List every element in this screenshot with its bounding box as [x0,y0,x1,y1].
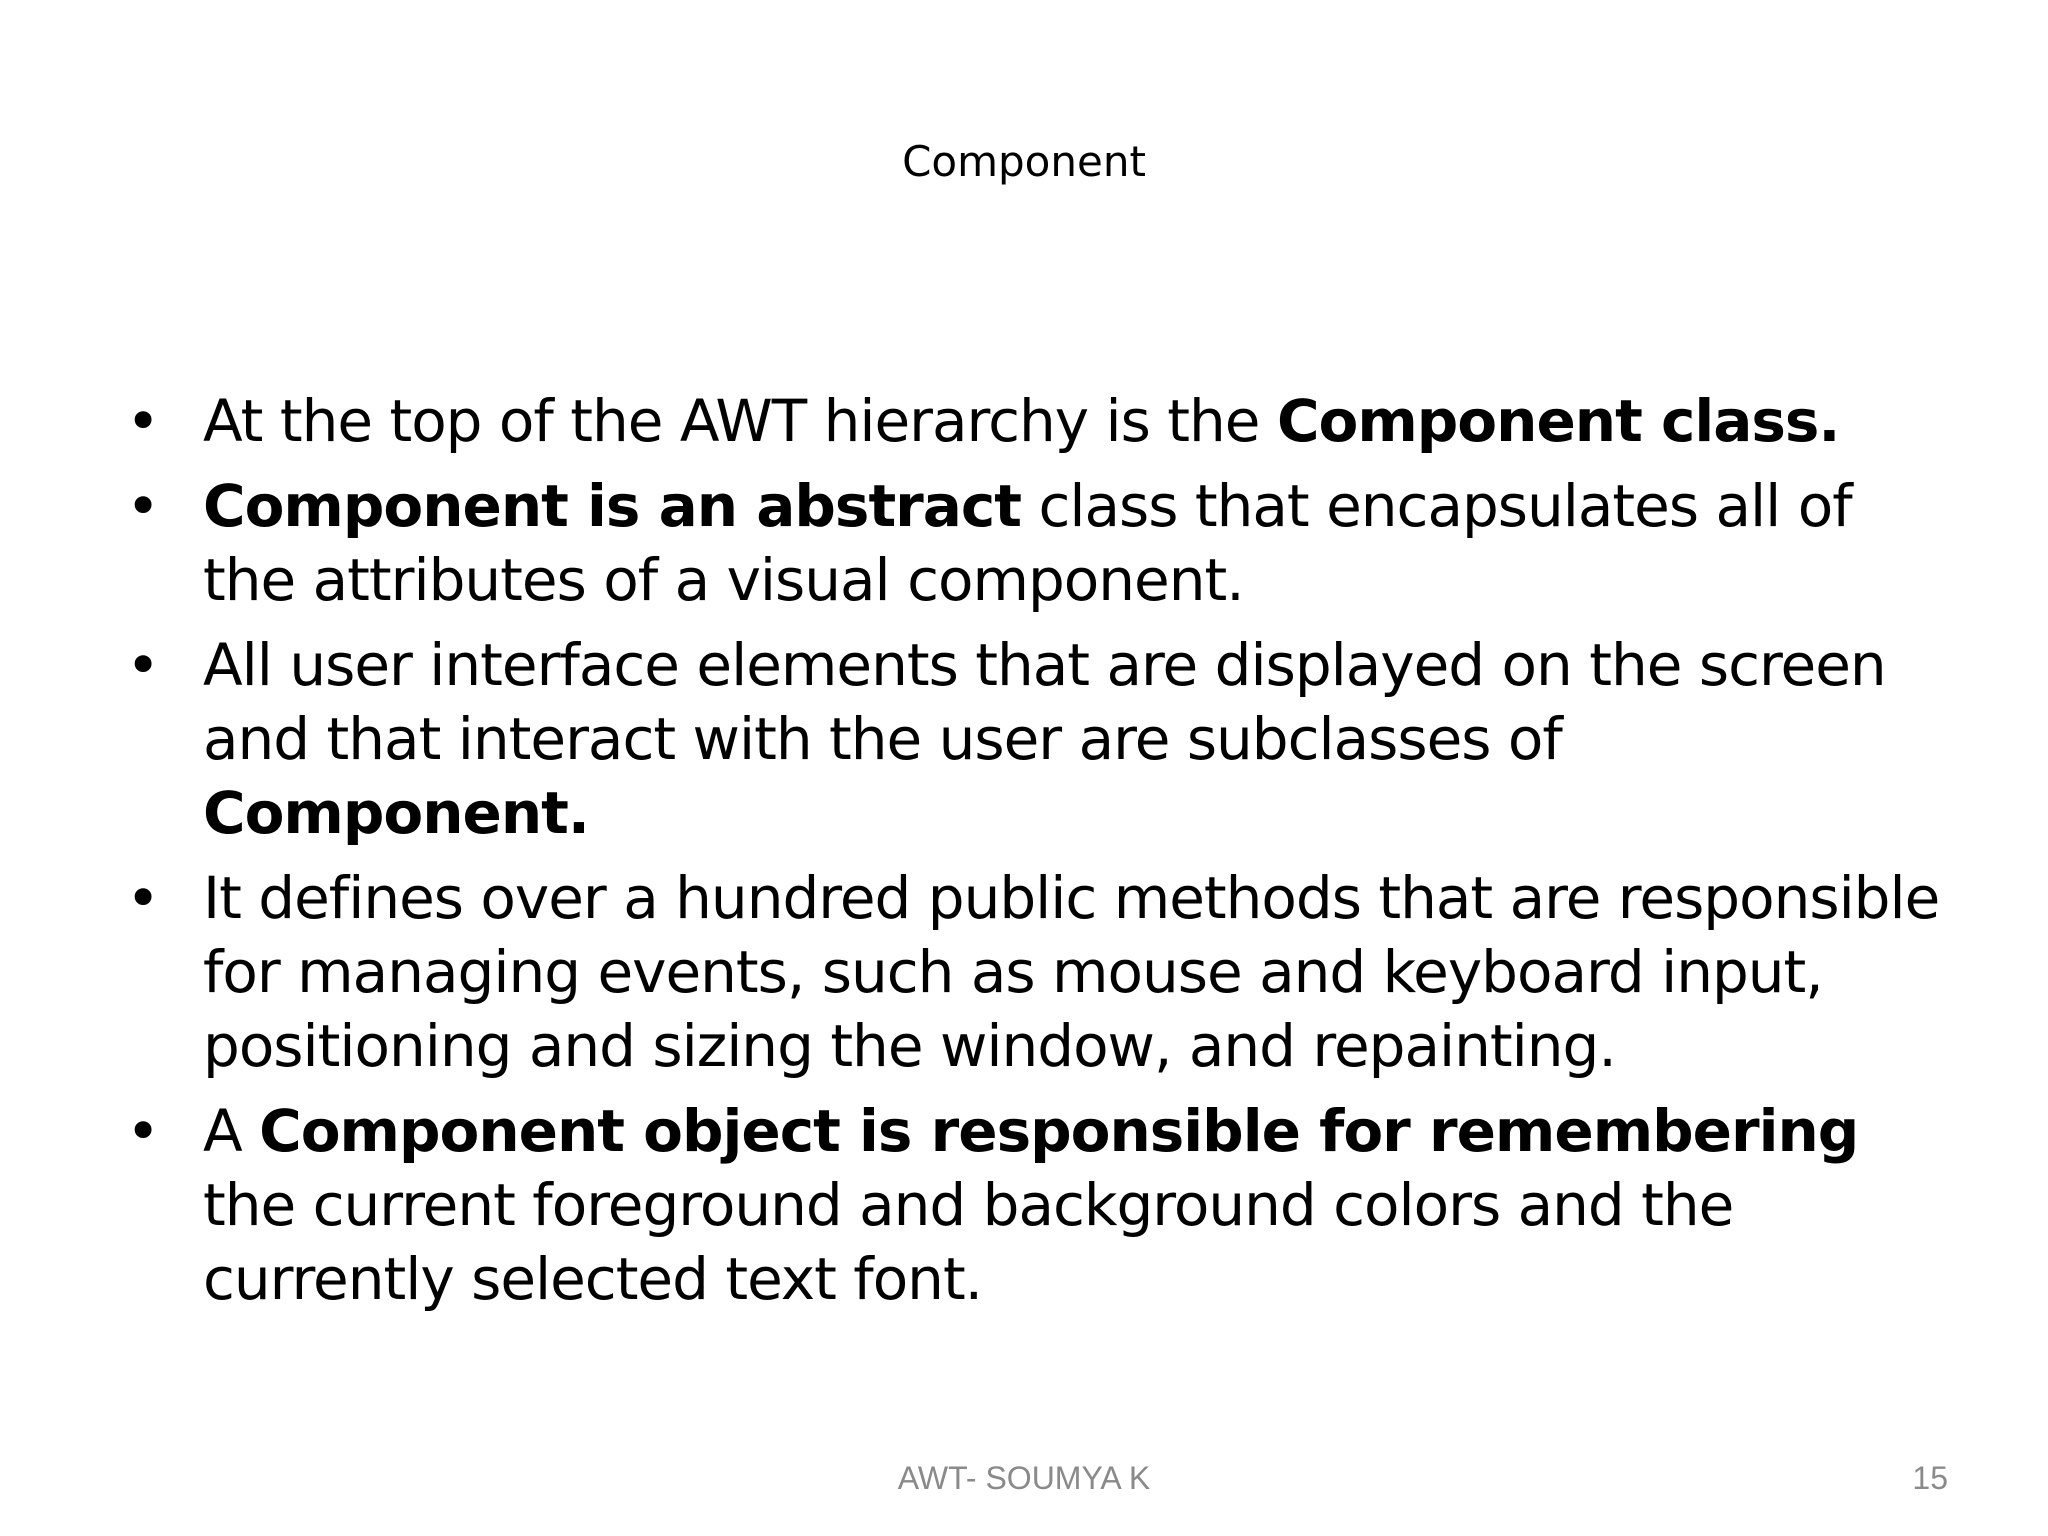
text-segment: All user interface elements that are displayed on the screen and that interact with the user are subclasses of [203,631,1886,773]
footer-text: AWT- SOUMYA K [897,1460,1151,1496]
bullet-icon: • [126,472,160,540]
bullet-item [118,861,1948,1083]
bullet-item [118,1094,1948,1316]
text-segment: the current foreground and background colors and the currently selected text font. [203,1171,1734,1313]
text-segment-bold: Component is an abstract [203,472,1022,540]
text-segment-bold: Component class. [1276,387,1840,455]
text-segment: At the top of the AWT hierarchy is the [203,387,1277,455]
bullet-item [118,384,1948,458]
text-segment: class that encapsulates all of the attributes of a visual component. [203,472,1852,614]
bullet-list [118,384,1948,1327]
text-segment: It defines over a hundred public methods that are responsible for managing events, such as mouse and keyboard input, positioning and sizing the window, and repainting. [203,864,1940,1080]
bullet-text [203,472,1852,614]
slide-title: Component [902,137,1146,186]
bullet-icon: • [126,864,160,932]
bullet-text [203,387,1839,455]
bullet-item [118,469,1948,617]
bullet-item [118,628,1948,850]
bullet-text [203,1097,1858,1313]
bullet-icon: • [126,631,160,699]
bullet-icon: • [126,387,160,455]
bullet-text [203,864,1939,1080]
page-number: 15 [1912,1460,1948,1496]
text-segment-bold: Component. [203,779,589,847]
text-segment-bold: Component object is responsible for remembering [259,1097,1859,1165]
text-segment: A [203,1097,260,1165]
bullet-icon: • [126,1097,160,1165]
bullet-text [203,631,1886,847]
